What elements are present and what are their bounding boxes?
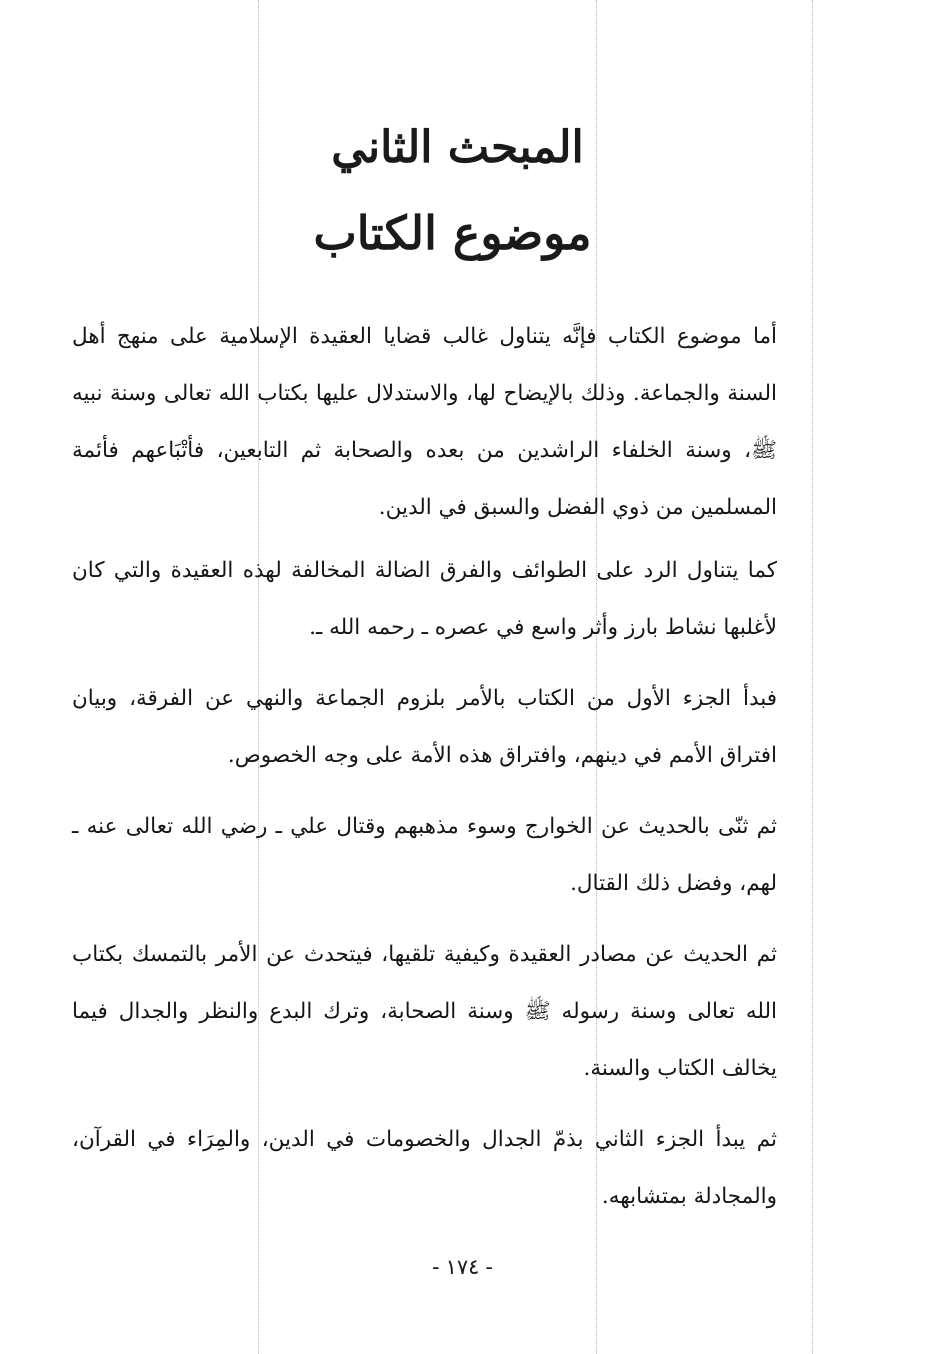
page-number: ١٧٤ [445, 1255, 480, 1279]
paragraph: كما يتناول الرد على الطوائف والفرق الضالة المخالفة لهذه العقيدة والتي كان لأغلبها نشاط بارز وأثر واسع في عصره ـ رحمه الله ـ. [72, 557, 777, 640]
page-footer [0, 1252, 925, 1282]
page-number-dash: - [485, 1255, 493, 1279]
paragraph: أما موضوع الكتاب فإنَّه يتناول غالب قضايا العقيدة الإسلامية على منهج أهل السنة والجماعة. وذلك بالإيضاح لها، والاستدلال عليها بكتاب الله تعالى وسنة نبيه ﷺ، وسنة الخلفاء الراشدين من بعده والصحابة ثم التابعين، فأتْبَاعهم فأئمة المسلمين من ذوي الفضل والسبق في الدين. [72, 323, 777, 520]
paragraph: ثم يبدأ الجزء الثاني بذمّ الجدال والخصومات في الدين، والمِرَاء في القرآن، والمجادلة بمتشابهه. [72, 1126, 777, 1209]
paragraph: ثم الحديث عن مصادر العقيدة وكيفية تلقيها، فيتحدث عن الأمر بالتمسك بكتاب الله تعالى وسنة رسوله ﷺ وسنة الصحابة، وترك البدع والنظر والجدال فيما يخالف الكتاب والسنة. [72, 941, 777, 1081]
section-heading: المبحث الثاني [331, 122, 584, 173]
page-number-dash: - [432, 1255, 440, 1279]
paragraph: ثم ثنّى بالحديث عن الخوارج وسوء مذهبهم وقتال علي ـ رضي الله تعالى عنه ـ لهم، وفضل ذلك القتال. [72, 813, 777, 896]
section-subtitle: موضوع الكتاب [313, 206, 592, 260]
paragraph: فبدأ الجزء الأول من الكتاب بالأمر بلزوم الجماعة والنهي عن الفرقة، وبيان افتراق الأمم في دينهم، وافتراق هذه الأمة على وجه الخصوص. [72, 685, 777, 768]
